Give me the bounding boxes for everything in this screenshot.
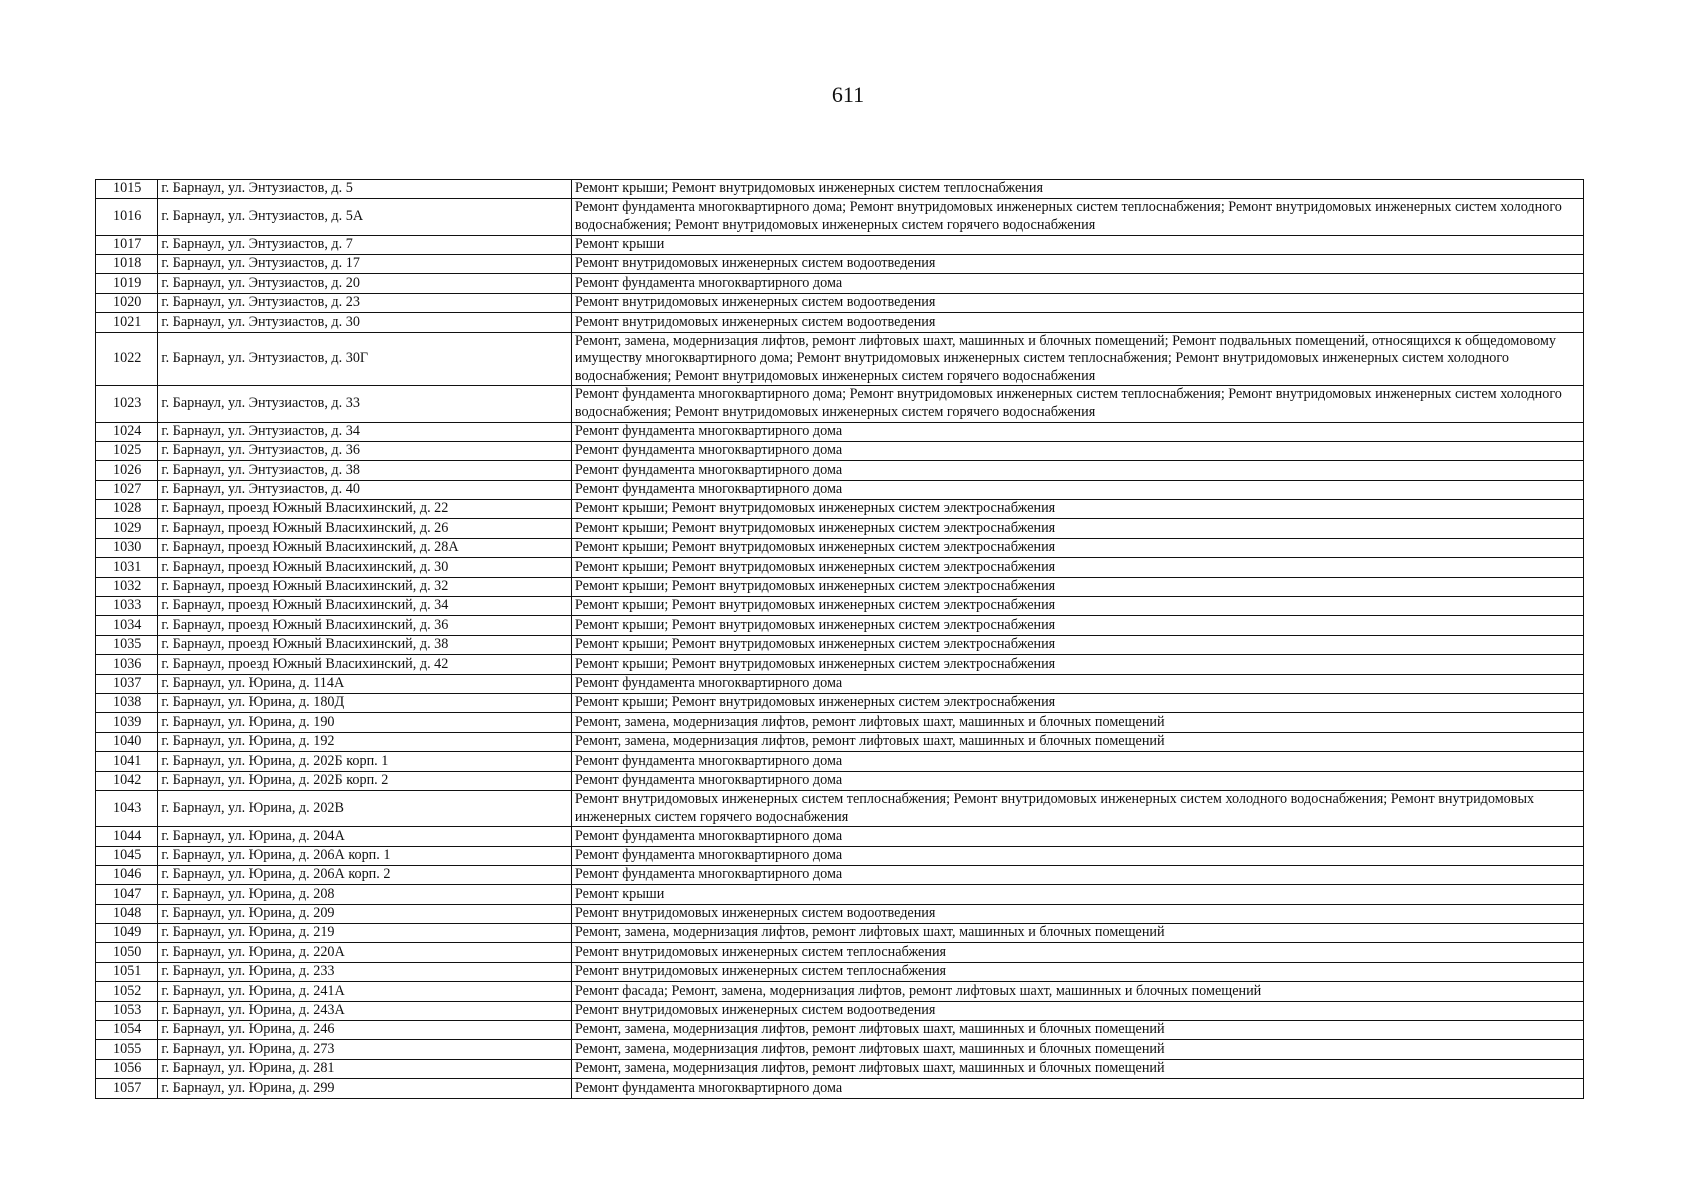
works-cell: Ремонт фундамента многоквартирного дома [571,1079,1583,1098]
works-cell: Ремонт внутридомовых инженерных систем водоотведения [571,293,1583,312]
address-cell: г. Барнаул, ул. Энтузиастов, д. 36 [158,441,572,460]
works-cell: Ремонт, замена, модернизация лифтов, ремонт лифтовых шахт, машинных и блочных помещений [571,1059,1583,1078]
table-row [96,827,1584,846]
address-cell: г. Барнаул, ул. Юрина, д. 206А корп. 1 [158,846,572,865]
row-number-cell: 1015 [96,180,158,199]
row-number-cell: 1020 [96,293,158,312]
address-cell: г. Барнаул, ул. Энтузиастов, д. 33 [158,386,572,422]
row-number-cell: 1042 [96,771,158,790]
works-cell: Ремонт, замена, модернизация лифтов, ремонт лифтовых шахт, машинных и блочных помещений [571,1040,1583,1059]
table-row [96,254,1584,273]
address-cell: г. Барнаул, ул. Энтузиастов, д. 5А [158,199,572,235]
works-cell: Ремонт фасада; Ремонт, замена, модернизация лифтов, ремонт лифтовых шахт, машинных и блочных помещений [571,982,1583,1001]
address-cell: г. Барнаул, ул. Юрина, д. 233 [158,962,572,981]
row-number-cell: 1045 [96,846,158,865]
table-row [96,674,1584,693]
row-number-cell: 1028 [96,500,158,519]
works-cell: Ремонт фундамента многоквартирного дома [571,480,1583,499]
works-cell: Ремонт фундамента многоквартирного дома [571,827,1583,846]
row-number-cell: 1030 [96,538,158,557]
address-cell: г. Барнаул, ул. Юрина, д. 192 [158,732,572,751]
address-cell: г. Барнаул, ул. Юрина, д. 299 [158,1079,572,1098]
address-cell: г. Барнаул, ул. Энтузиастов, д. 30 [158,313,572,332]
repair-registry-table [95,179,1584,1099]
works-cell: Ремонт, замена, модернизация лифтов, ремонт лифтовых шахт, машинных и блочных помещений; Ремонт подвальных помещений, относящихся к общедомовому имуществу многоквартирного дома; Ремонт внутридомовых инженерных систем теплоснабжения; Ремонт внутридомовых инженерных систем холодного водоснабжения; Ремонт внутридомовых инженерных систем горячего водоснабжения [571,332,1583,386]
table-row [96,386,1584,422]
address-cell: г. Барнаул, проезд Южный Власихинский, д. 22 [158,500,572,519]
works-cell: Ремонт крыши; Ремонт внутридомовых инженерных систем электроснабжения [571,693,1583,712]
row-number-cell: 1026 [96,461,158,480]
works-cell: Ремонт крыши; Ремонт внутридомовых инженерных систем электроснабжения [571,577,1583,596]
table-row [96,635,1584,654]
table-row [96,274,1584,293]
table-row [96,500,1584,519]
row-number-cell: 1029 [96,519,158,538]
address-cell: г. Барнаул, ул. Юрина, д. 204А [158,827,572,846]
works-cell: Ремонт, замена, модернизация лифтов, ремонт лифтовых шахт, машинных и блочных помещений [571,732,1583,751]
address-cell: г. Барнаул, ул. Энтузиастов, д. 40 [158,480,572,499]
address-cell: г. Барнаул, ул. Юрина, д. 246 [158,1021,572,1040]
address-cell: г. Барнаул, ул. Юрина, д. 202Б корп. 1 [158,752,572,771]
address-cell: г. Барнаул, ул. Юрина, д. 209 [158,904,572,923]
works-cell: Ремонт фундамента многоквартирного дома [571,865,1583,884]
address-cell: г. Барнаул, ул. Юрина, д. 273 [158,1040,572,1059]
works-cell: Ремонт фундамента многоквартирного дома [571,674,1583,693]
address-cell: г. Барнаул, проезд Южный Власихинский, д. 42 [158,655,572,674]
row-number-cell: 1035 [96,635,158,654]
row-number-cell: 1024 [96,422,158,441]
table-row [96,293,1584,312]
row-number-cell: 1036 [96,655,158,674]
row-number-cell: 1034 [96,616,158,635]
table-row [96,771,1584,790]
row-number-cell: 1022 [96,332,158,386]
address-cell: г. Барнаул, ул. Юрина, д. 206А корп. 2 [158,865,572,884]
works-cell: Ремонт крыши; Ремонт внутридомовых инженерных систем электроснабжения [571,616,1583,635]
table-row [96,180,1584,199]
row-number-cell: 1051 [96,962,158,981]
address-cell: г. Барнаул, проезд Южный Власихинский, д. 30 [158,558,572,577]
row-number-cell: 1047 [96,885,158,904]
works-cell: Ремонт фундамента многоквартирного дома [571,771,1583,790]
works-cell: Ремонт внутридомовых инженерных систем теплоснабжения [571,962,1583,981]
table-row [96,597,1584,616]
address-cell: г. Барнаул, ул. Юрина, д. 219 [158,924,572,943]
table-row [96,655,1584,674]
works-cell: Ремонт фундамента многоквартирного дома [571,422,1583,441]
works-cell: Ремонт крыши; Ремонт внутридомовых инженерных систем электроснабжения [571,635,1583,654]
table-row [96,558,1584,577]
works-cell: Ремонт внутридомовых инженерных систем водоотведения [571,1001,1583,1020]
works-cell: Ремонт внутридомовых инженерных систем водоотведения [571,904,1583,923]
works-cell: Ремонт фундамента многоквартирного дома [571,274,1583,293]
address-cell: г. Барнаул, ул. Энтузиастов, д. 7 [158,235,572,254]
row-number-cell: 1057 [96,1079,158,1098]
row-number-cell: 1016 [96,199,158,235]
table-row [96,962,1584,981]
table-row [96,1021,1584,1040]
row-number-cell: 1048 [96,904,158,923]
registry-body [96,180,1584,1099]
row-number-cell: 1025 [96,441,158,460]
works-cell: Ремонт фундамента многоквартирного дома; Ремонт внутридомовых инженерных систем теплоснабжения; Ремонт внутридомовых инженерных систем холодного водоснабжения; Ремонт внутридомовых инженерных систем горячего водоснабжения [571,199,1583,235]
address-cell: г. Барнаул, проезд Южный Власихинский, д. 28А [158,538,572,557]
address-cell: г. Барнаул, проезд Южный Власихинский, д. 26 [158,519,572,538]
works-cell: Ремонт фундамента многоквартирного дома; Ремонт внутридомовых инженерных систем теплоснабжения; Ремонт внутридомовых инженерных систем холодного водоснабжения; Ремонт внутридомовых инженерных систем горячего водоснабжения [571,386,1583,422]
table-row [96,924,1584,943]
address-cell: г. Барнаул, ул. Юрина, д. 180Д [158,693,572,712]
row-number-cell: 1041 [96,752,158,771]
table-row [96,422,1584,441]
table-row [96,199,1584,235]
table-row [96,616,1584,635]
row-number-cell: 1038 [96,693,158,712]
table-row [96,904,1584,923]
address-cell: г. Барнаул, проезд Южный Власихинский, д. 38 [158,635,572,654]
table-row [96,519,1584,538]
row-number-cell: 1049 [96,924,158,943]
row-number-cell: 1044 [96,827,158,846]
address-cell: г. Барнаул, ул. Энтузиастов, д. 38 [158,461,572,480]
row-number-cell: 1046 [96,865,158,884]
works-cell: Ремонт крыши [571,235,1583,254]
address-cell: г. Барнаул, проезд Южный Власихинский, д. 36 [158,616,572,635]
table-row [96,713,1584,732]
works-cell: Ремонт внутридомовых инженерных систем водоотведения [571,254,1583,273]
works-cell: Ремонт крыши; Ремонт внутридомовых инженерных систем электроснабжения [571,597,1583,616]
table-row [96,752,1584,771]
row-number-cell: 1055 [96,1040,158,1059]
works-cell: Ремонт фундамента многоквартирного дома [571,752,1583,771]
address-cell: г. Барнаул, ул. Юрина, д. 241А [158,982,572,1001]
works-cell: Ремонт крыши; Ремонт внутридомовых инженерных систем теплоснабжения [571,180,1583,199]
works-cell: Ремонт внутридомовых инженерных систем водоотведения [571,313,1583,332]
address-cell: г. Барнаул, ул. Юрина, д. 243А [158,1001,572,1020]
table-row [96,1059,1584,1078]
row-number-cell: 1021 [96,313,158,332]
works-cell: Ремонт крыши; Ремонт внутридомовых инженерных систем электроснабжения [571,500,1583,519]
table-row [96,732,1584,751]
address-cell: г. Барнаул, ул. Энтузиастов, д. 5 [158,180,572,199]
table-row [96,313,1584,332]
row-number-cell: 1037 [96,674,158,693]
row-number-cell: 1052 [96,982,158,1001]
row-number-cell: 1050 [96,943,158,962]
table-row [96,538,1584,557]
page-number: 611 [831,82,865,107]
table-row [96,441,1584,460]
row-number-cell: 1032 [96,577,158,596]
row-number-cell: 1039 [96,713,158,732]
address-cell: г. Барнаул, ул. Энтузиастов, д. 30Г [158,332,572,386]
table-row [96,790,1584,826]
works-cell: Ремонт крыши; Ремонт внутридомовых инженерных систем электроснабжения [571,538,1583,557]
works-cell: Ремонт, замена, модернизация лифтов, ремонт лифтовых шахт, машинных и блочных помещений [571,1021,1583,1040]
address-cell: г. Барнаул, ул. Юрина, д. 114А [158,674,572,693]
address-cell: г. Барнаул, ул. Юрина, д. 202Б корп. 2 [158,771,572,790]
works-cell: Ремонт, замена, модернизация лифтов, ремонт лифтовых шахт, машинных и блочных помещений [571,924,1583,943]
address-cell: г. Барнаул, ул. Энтузиастов, д. 23 [158,293,572,312]
table-row [96,235,1584,254]
works-cell: Ремонт внутридомовых инженерных систем теплоснабжения; Ремонт внутридомовых инженерных систем холодного водоснабжения; Ремонт внутридомовых инженерных систем горячего водоснабжения [571,790,1583,826]
address-cell: г. Барнаул, ул. Энтузиастов, д. 20 [158,274,572,293]
table-row [96,982,1584,1001]
row-number-cell: 1054 [96,1021,158,1040]
row-number-cell: 1040 [96,732,158,751]
row-number-cell: 1019 [96,274,158,293]
works-cell: Ремонт внутридомовых инженерных систем теплоснабжения [571,943,1583,962]
row-number-cell: 1018 [96,254,158,273]
works-cell: Ремонт фундамента многоквартирного дома [571,441,1583,460]
address-cell: г. Барнаул, ул. Юрина, д. 202В [158,790,572,826]
address-cell: г. Барнаул, ул. Энтузиастов, д. 17 [158,254,572,273]
works-cell: Ремонт крыши; Ремонт внутридомовых инженерных систем электроснабжения [571,558,1583,577]
address-cell: г. Барнаул, ул. Юрина, д. 220А [158,943,572,962]
table-row [96,577,1584,596]
table-row [96,693,1584,712]
works-cell: Ремонт, замена, модернизация лифтов, ремонт лифтовых шахт, машинных и блочных помещений [571,713,1583,732]
row-number-cell: 1056 [96,1059,158,1078]
table-row [96,846,1584,865]
table-row [96,1079,1584,1098]
address-cell: г. Барнаул, проезд Южный Власихинский, д. 32 [158,577,572,596]
address-cell: г. Барнаул, проезд Южный Власихинский, д. 34 [158,597,572,616]
works-cell: Ремонт крыши; Ремонт внутридомовых инженерных систем электроснабжения [571,655,1583,674]
table-row [96,1001,1584,1020]
address-cell: г. Барнаул, ул. Юрина, д. 281 [158,1059,572,1078]
row-number-cell: 1033 [96,597,158,616]
table-row [96,885,1584,904]
address-cell: г. Барнаул, ул. Юрина, д. 190 [158,713,572,732]
row-number-cell: 1023 [96,386,158,422]
table-row [96,865,1584,884]
works-cell: Ремонт крыши [571,885,1583,904]
works-cell: Ремонт крыши; Ремонт внутридомовых инженерных систем электроснабжения [571,519,1583,538]
row-number-cell: 1053 [96,1001,158,1020]
works-cell: Ремонт фундамента многоквартирного дома [571,461,1583,480]
row-number-cell: 1017 [96,235,158,254]
works-cell: Ремонт фундамента многоквартирного дома [571,846,1583,865]
table-row [96,480,1584,499]
table-row [96,461,1584,480]
address-cell: г. Барнаул, ул. Юрина, д. 208 [158,885,572,904]
address-cell: г. Барнаул, ул. Энтузиастов, д. 34 [158,422,572,441]
row-number-cell: 1027 [96,480,158,499]
table-row [96,332,1584,386]
row-number-cell: 1031 [96,558,158,577]
table-row [96,1040,1584,1059]
table-row [96,943,1584,962]
row-number-cell: 1043 [96,790,158,826]
